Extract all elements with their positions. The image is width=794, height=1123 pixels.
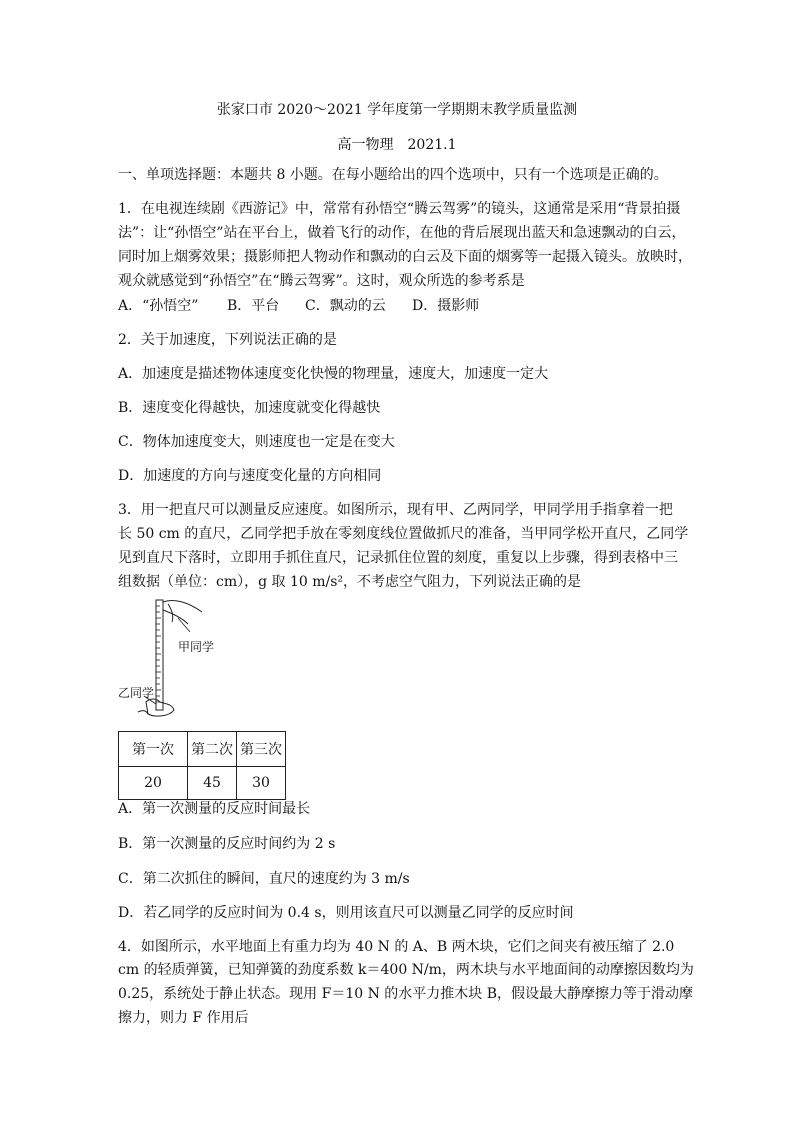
figure-label-yi: 乙同学 [118, 686, 155, 700]
figure-label-jia: 甲同学 [178, 640, 215, 654]
q1-option-b: B．平台 [227, 298, 280, 314]
q4-line-3: 0.25，系统处于静止状态。现用 F＝10 N 的水平力推木块 B，假设最大静摩擦力等于滑动摩 [118, 986, 694, 1002]
q1-option-a: A．“孙悟空” [118, 298, 199, 314]
q1-option-c: C．飘动的云 [305, 298, 386, 314]
q2-stem: 2．关于加速度，下列说法正确的是 [118, 332, 337, 348]
q3-option-b: B．第一次测量的反应时间约为 2 s [118, 836, 336, 852]
q2-option-d: D．加速度的方向与速度变化量的方向相同 [118, 468, 382, 484]
q3-line-3: 见到直尺下落时，立即用手抓住直尺，记录抓住位置的刻度，重复以上步骤，得到表格中三 [118, 550, 678, 566]
q3-line-1: 3．用一把直尺可以测量反应速度。如图所示，现有甲、乙两同学，甲同学用手指拿着一把 [118, 502, 673, 518]
ruler-drawing [116, 598, 226, 720]
measurement-table [118, 731, 286, 800]
q3-option-d: D．若乙同学的反应时间为 0.4 s，则用该直尺可以测量乙同学的反应时间 [118, 905, 574, 921]
q2-option-a: A．加速度是描述物体速度变化快慢的物理量，速度大，加速度一定大 [118, 366, 549, 382]
section-heading: 一、单项选择题：本题共 8 小题。在每小题给出的四个选项中，只有一个选项是正确的。 [118, 167, 668, 183]
exam-title: 张家口市 2020～2021 学年度第一学期期末教学质量监测 [216, 102, 578, 118]
table-value-2: 45 [188, 767, 237, 800]
q1-options [118, 298, 479, 314]
q1-line-3: 同时加上烟雾效果；摄影师把人物动作和飘动的白云及下面的烟雾等一起摄入镜头。放映时， [118, 249, 692, 265]
table-header-1: 第一次 [119, 732, 188, 767]
q1-line-1: 1．在电视连续剧《西游记》中，常常有孙悟空“腾云驾雾”的镜头，这通常是采用“背景拍摄 [118, 201, 681, 217]
q1-line-4: 观众就感觉到“孙悟空”在“腾云驾雾”。这时，观众所选的参考系是 [118, 273, 525, 289]
table-value-1: 20 [119, 767, 188, 800]
q4-line-4: 擦力，则力 F 作用后 [118, 1010, 249, 1026]
q2-option-b: B．速度变化得越快，加速度就变化得越快 [118, 400, 381, 416]
q3-option-a: A．第一次测量的反应时间最长 [118, 801, 311, 817]
q1-line-2: 法”：让“孙悟空”站在平台上，做着飞行的动作，在他的背后展现出蓝天和急速飘动的白云， [118, 225, 686, 241]
q3-line-2: 长 50 cm 的直尺，乙同学把手放在零刻度线位置做抓尺的准备，当甲同学松开直尺，乙同学 [118, 526, 689, 542]
table-value-3: 30 [237, 767, 286, 800]
table-header-3: 第三次 [237, 732, 286, 767]
q4-line-1: 4．如图所示，水平地面上有重力均为 40 N 的 A、B 两木块，它们之间夹有被压缩了 2.0 [118, 939, 675, 955]
exam-subtitle: 高一物理 2021.1 [337, 137, 457, 153]
q1-option-d: D．摄影师 [412, 298, 480, 314]
table-header-2: 第二次 [188, 732, 237, 767]
ruler-figure [116, 598, 226, 724]
ruler [156, 600, 163, 710]
q2-option-c: C．物体加速度变大，则速度也一定是在变大 [118, 434, 395, 450]
q3-line-4: 组数据（单位：cm），g 取 10 m/s²，不考虑空气阻力，下列说法正确的是 [118, 574, 582, 590]
top-hand [163, 600, 202, 624]
q3-option-c: C．第二次抓住的瞬间，直尺的速度约为 3 m/s [118, 871, 410, 887]
q4-line-2: cm 的轻质弹簧，已知弹簧的劲度系数 k＝400 N/m，两木块与水平地面间的动摩擦因数均为 [118, 962, 694, 978]
